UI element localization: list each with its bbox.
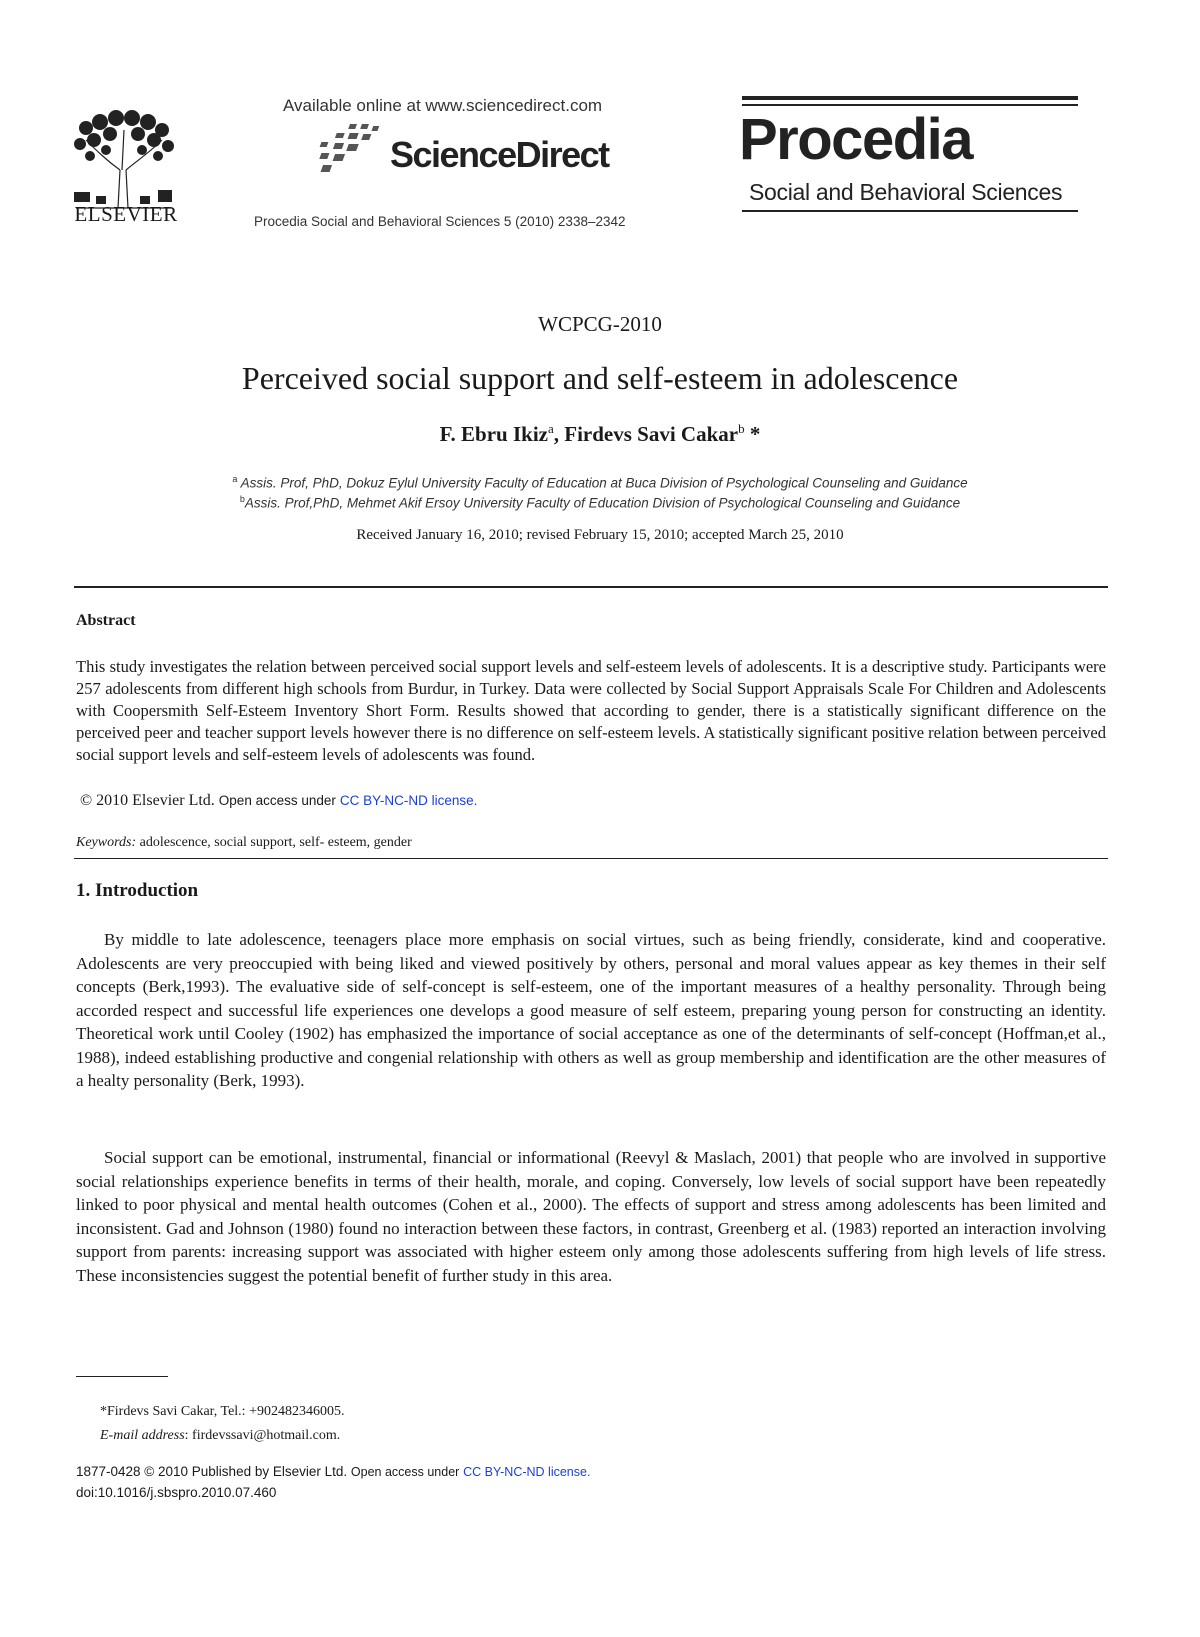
publisher-wordmark: ELSEVIER — [74, 202, 178, 226]
affiliation-marker: a — [232, 474, 238, 484]
procedia-top-rule — [742, 96, 1078, 100]
procedia-top-rule-thin — [742, 104, 1078, 106]
copyright-text: © 2010 Elsevier Ltd. — [80, 792, 215, 809]
author-name: Firdevs Savi Cakar — [564, 422, 739, 446]
open-access-text: Open access under — [350, 1465, 460, 1479]
doi-line[interactable]: doi:10.1016/j.sbspro.2010.07.460 — [76, 1485, 277, 1500]
affiliation-text: Assis. Prof,PhD, Mehmet Akif Ersoy University Faculty of Education Division of Psychological Counseling and Guidance — [244, 495, 961, 511]
corresponding-author-footnote: *Firdevs Savi Cakar, Tel.: +902482346005. — [100, 1404, 345, 1419]
open-access-text: Open access under — [218, 793, 336, 808]
journal-subtitle: Social and Behavioral Sciences — [749, 179, 1063, 205]
keywords — [76, 835, 412, 851]
abstract-text: This study investigates the relation between perceived social support levels and self-esteem levels of adolescents. It is a descriptive study. Participants were 257 adolescents from different high schools from Burdur, in Turkey. Data were collected by Social Support Appraisals Scale For Children and Adolescents with Coopersmith Self-Esteem Inventory Short Form. Results showed that according to gender, there is a statistically significant difference on the perceived peer and teacher support levels however there is no difference on self-esteem levels. A statistically significant positive relation between perceived social support levels and self-esteem levels of adolescents was found. — [76, 657, 1106, 764]
section-divider — [74, 858, 1108, 859]
section-divider — [74, 586, 1108, 588]
affiliation-b — [0, 494, 1200, 511]
issn-text: 1877-0428 © 2010 Published by Elsevier Ltd. — [76, 1464, 348, 1479]
license-link[interactable]: CC BY-NC-ND license. — [463, 1465, 591, 1479]
procedia-bottom-rule — [742, 210, 1078, 212]
footnote-rule — [76, 1376, 168, 1377]
email-address[interactable]: : firdevssavi@hotmail.com. — [184, 1428, 341, 1443]
received-dates: Received January 16, 2010; revised February 15, 2010; accepted March 25, 2010 — [356, 527, 844, 543]
keywords-label: Keywords: — [76, 835, 137, 850]
copyright-line — [80, 792, 477, 810]
keywords-text: adolescence, social support, self- esteem, gender — [136, 835, 412, 850]
body-paragraph: By middle to late adolescence, teenagers place more emphasis on social virtues, such as being friendly, considerate, kind and cooperative. Adolescents are very preoccupied with being liked and viewed positively by others, personal and moral values appear as key themes in their self concepts (Berk,1993). The evaluative side of self-concept is self-esteem, one of the important measures of a healthy personality. Through being accorded respect and successful life experiences one develops a good measure of self esteem, preparing young person for constructing an identity. Theoretical work until Cooley (1902) has emphasized the importance of social acceptance as one of the determinants of self-concept (Hoffman,et al., 1988), indeed establishing productive and congenial relationship with others as well as group membership and identification are the other measures of a healty personality (Berk, 1993). — [76, 930, 1106, 1090]
article-title: Perceived social support and self-esteem in adolescence — [241, 360, 959, 396]
body-paragraph: Social support can be emotional, instrumental, financial or informational (Reevyl & Maslach, 2001) that people who are involved in supportive social relationships experience benefits in terms of their health, morale, and coping. Conversely, low levels of social support have been repeatedly linked to poor physical and mental health outcomes (Cohen et al., 2000). The effects of support and stress among adolescents has been limited and inconsistent. Gad and Johnson (1980) found no interaction between these factors, in contrast, Greenberg et al. (1983) reported an interaction involving support from parents: increasing support was associated with higher esteem only among those adolescents suffering from high levels of life stress. These inconsistencies suggest the potential benefit of further study in this area. — [76, 1148, 1106, 1285]
issn-line — [76, 1464, 590, 1479]
affiliation-text: Assis. Prof, PhD, Dokuz Eylul University Faculty of Education at Buca Division of Psychological Counseling and Guidance — [237, 475, 968, 491]
license-link[interactable]: CC BY-NC-ND license. — [339, 793, 478, 808]
author-separator: , — [553, 422, 565, 446]
section-heading: 1. Introduction — [76, 880, 199, 901]
journal-title: Procedia — [739, 107, 972, 172]
author-list — [0, 421, 1200, 447]
email-label: E-mail address — [100, 1428, 185, 1443]
affiliation-marker: b — [239, 494, 245, 504]
available-online-text: Available online at www.sciencedirect.com — [283, 96, 603, 115]
affiliation-marker: b — [738, 421, 745, 436]
affiliation-a — [0, 474, 1200, 491]
email-footnote — [100, 1428, 340, 1444]
journal-citation: Procedia Social and Behavioral Sciences 5 (2010) 2338–2342 — [254, 214, 626, 229]
affiliation-marker: a — [547, 421, 554, 436]
conference-name: WCPCG-2010 — [538, 312, 662, 336]
author-name: F. Ebru Ikiz — [439, 422, 548, 446]
abstract-heading: Abstract — [76, 612, 136, 629]
platform-wordmark: ScienceDirect — [390, 134, 609, 175]
corresponding-author-mark: * — [744, 422, 761, 446]
